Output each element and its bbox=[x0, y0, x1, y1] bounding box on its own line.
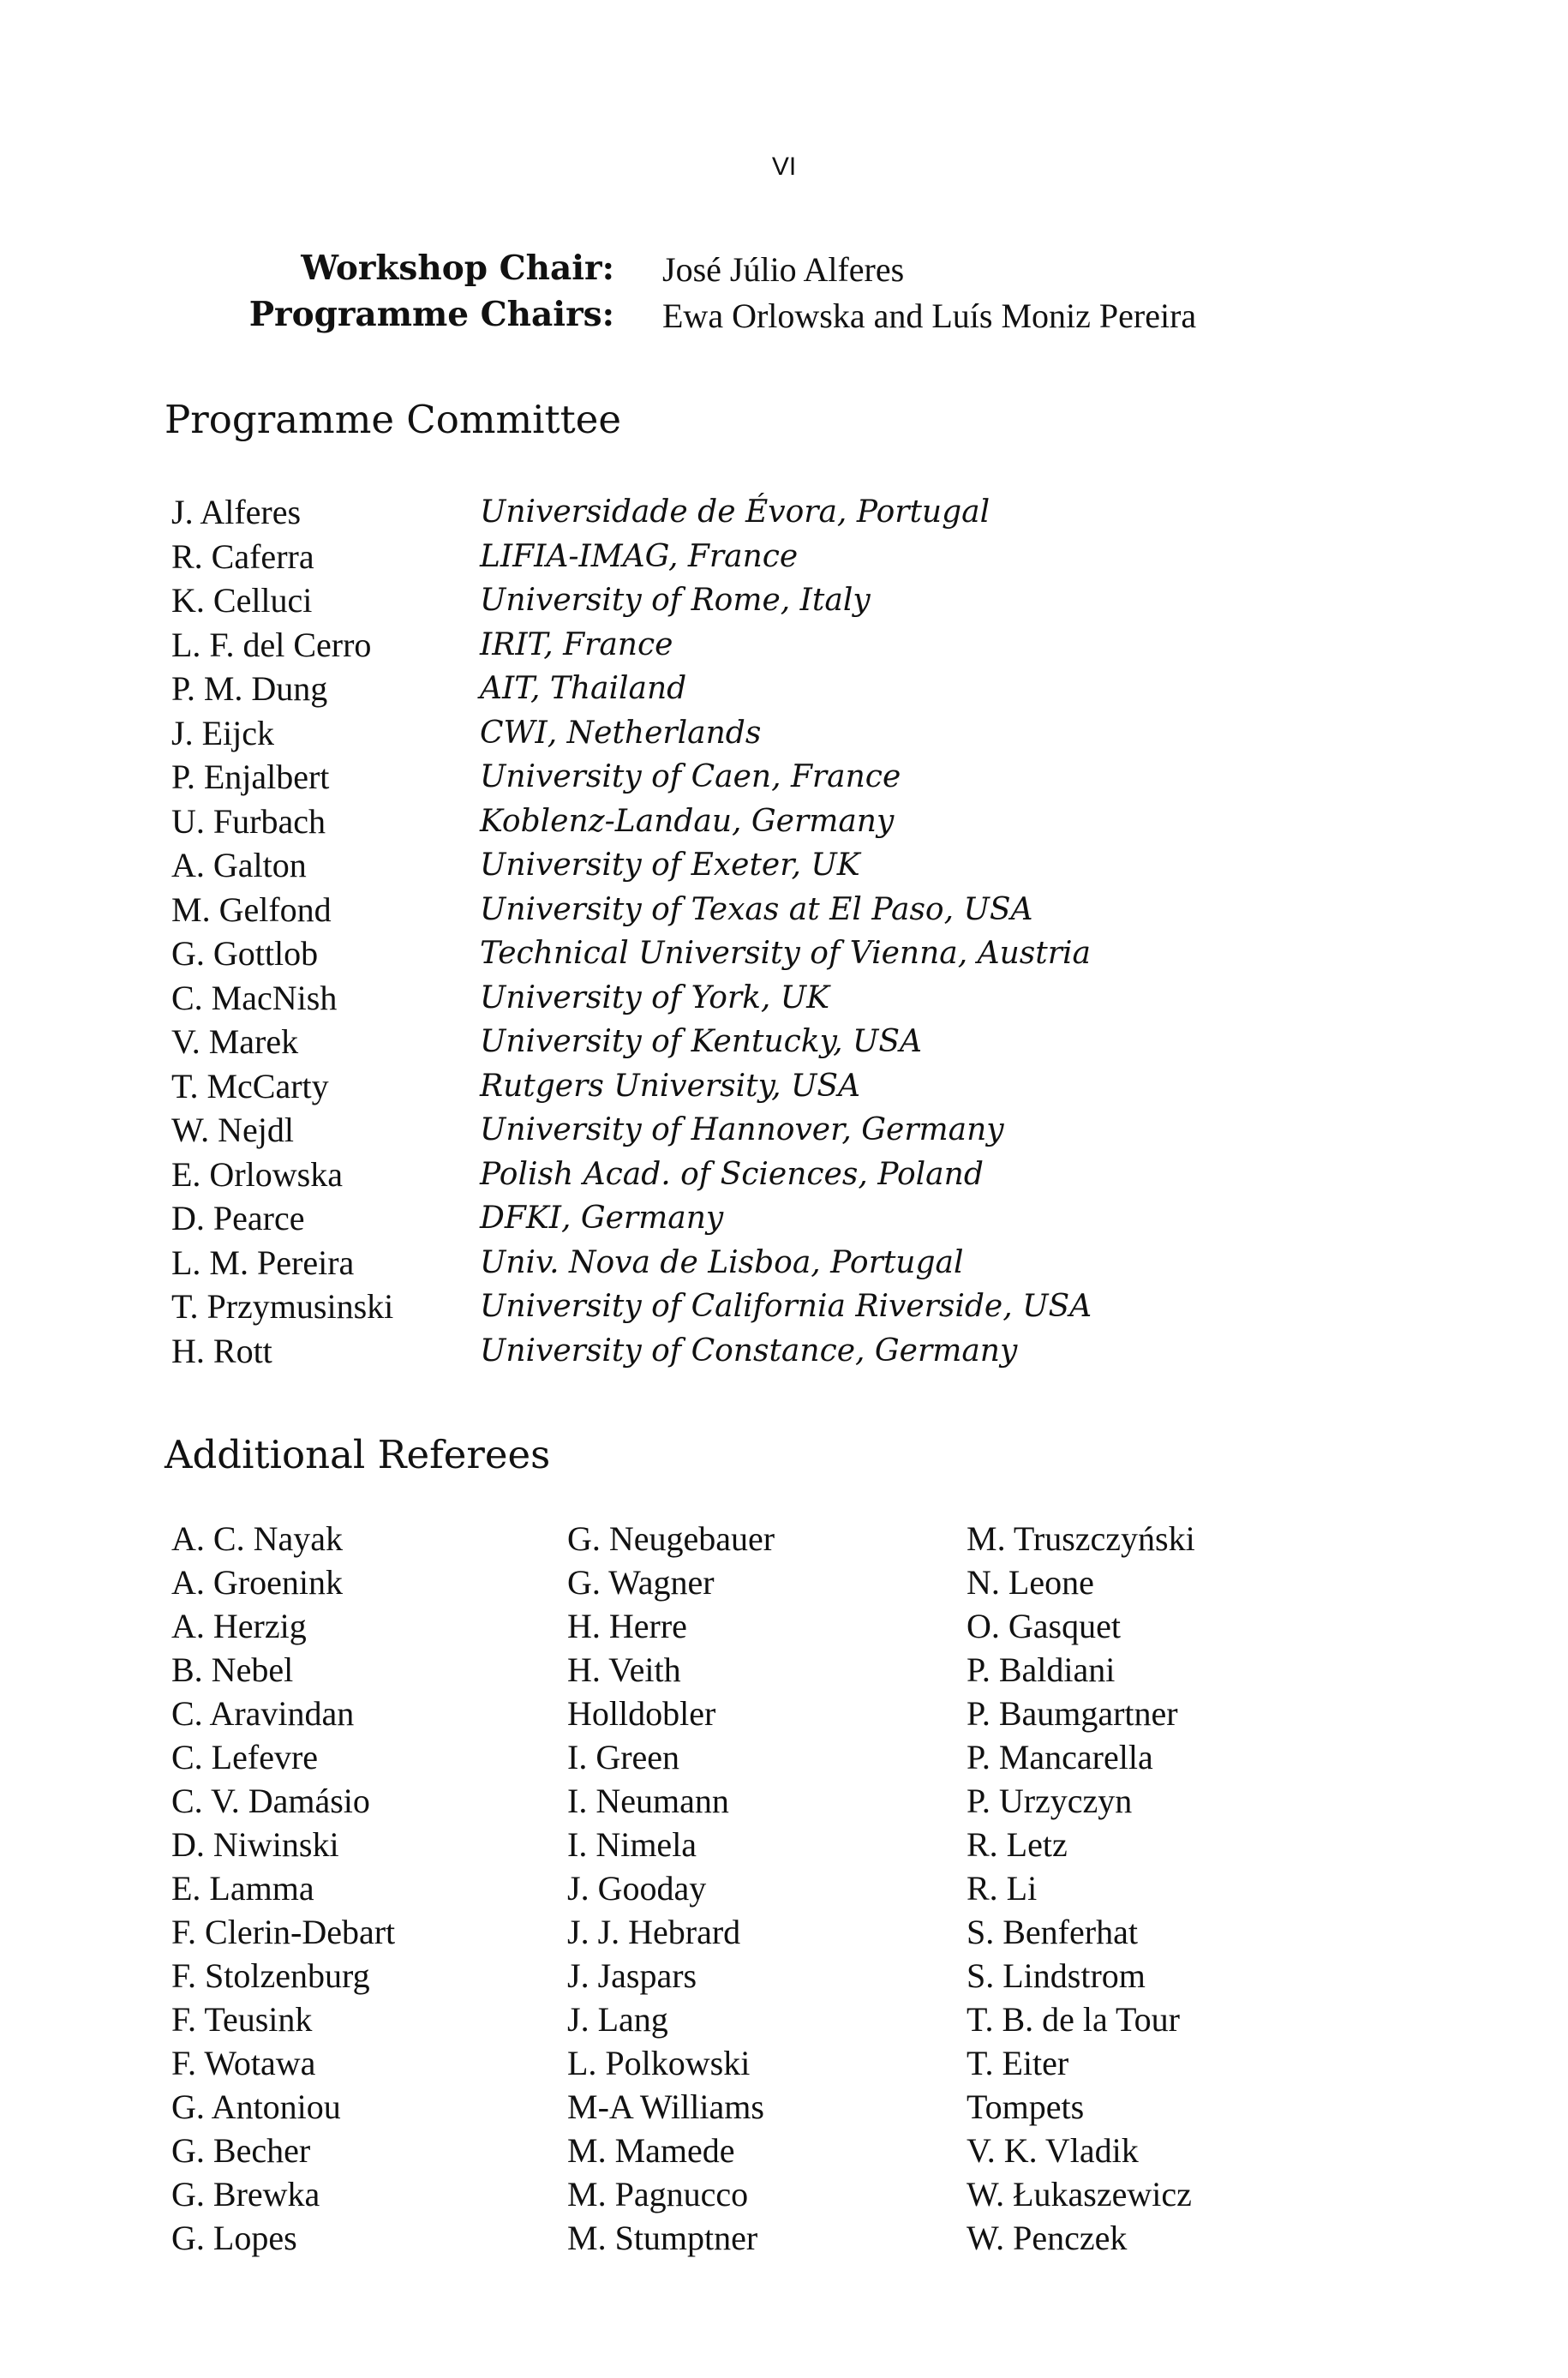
referee-name: V. K. Vladik bbox=[967, 2131, 1139, 2170]
referee-name: C. V. Damásio bbox=[171, 1782, 370, 1820]
committee-member-name: J. Alferes bbox=[171, 493, 302, 531]
referee-name: H. Herre bbox=[567, 1607, 687, 1645]
referee-name: Tompets bbox=[967, 2087, 1085, 2126]
referee-name: G. Wagner bbox=[567, 1563, 715, 1602]
page-number: VI bbox=[771, 153, 797, 181]
programme-chairs-label: Programme Chairs: bbox=[248, 295, 614, 334]
referee-name: M. Truszczyński bbox=[967, 1519, 1195, 1558]
committee-member-name: M. Gelfond bbox=[171, 890, 332, 929]
committee-member-name: T. McCarty bbox=[171, 1066, 329, 1105]
committee-member-affiliation: Universidade de Évora, Portugal bbox=[480, 494, 990, 530]
committee-member-row bbox=[0, 1154, 1568, 1198]
workshop-chair-row bbox=[0, 249, 1568, 297]
committee-member-row bbox=[0, 757, 1568, 800]
referee-name: P. Baumgartner bbox=[967, 1694, 1178, 1733]
committee-member-affiliation: University of California Riverside, USA bbox=[480, 1289, 1092, 1324]
referee-name: F. Stolzenburg bbox=[171, 1956, 370, 1995]
committee-member-name: A. Galton bbox=[171, 846, 307, 884]
committee-member-name: C. MacNish bbox=[171, 978, 338, 1017]
committee-member-name: G. Gottlob bbox=[171, 934, 319, 973]
committee-member-affiliation: DFKI, Germany bbox=[480, 1201, 724, 1236]
committee-member-row bbox=[0, 1110, 1568, 1153]
referee-name: C. Aravindan bbox=[171, 1694, 355, 1733]
committee-member-affiliation: University of Texas at El Paso, USA bbox=[480, 891, 1033, 927]
committee-member-row bbox=[0, 1066, 1568, 1110]
committee-member-name: R. Caferra bbox=[171, 536, 314, 576]
referee-name: B. Nebel bbox=[171, 1650, 294, 1689]
referee-name: G. Brewka bbox=[171, 2175, 320, 2213]
referee-name: G. Neugebauer bbox=[567, 1519, 775, 1558]
referee-name: P. Mancarella bbox=[967, 1738, 1153, 1776]
referee-name: L. Polkowski bbox=[567, 2044, 751, 2082]
committee-member-row bbox=[0, 625, 1568, 668]
referee-name: M. Pagnucco bbox=[567, 2175, 749, 2213]
referee-name: A. Herzig bbox=[171, 1607, 307, 1645]
committee-member-row bbox=[0, 890, 1568, 933]
referee-name: W. Penczek bbox=[967, 2219, 1128, 2257]
committee-member-affiliation: University of York, UK bbox=[480, 979, 830, 1015]
committee-member-name: E. Orlowska bbox=[171, 1154, 343, 1194]
referee-name: I. Neumann bbox=[567, 1782, 729, 1820]
committee-member-affiliation: University of Hannover, Germany bbox=[480, 1112, 1004, 1147]
committee-member-name: V. Marek bbox=[171, 1022, 299, 1061]
committee-member-name: P. Enjalbert bbox=[171, 758, 330, 796]
committee-member-row bbox=[0, 845, 1568, 889]
committee-member-affiliation: AIT, Thailand bbox=[480, 671, 687, 706]
referee-name: G. Becher bbox=[171, 2131, 311, 2170]
committee-member-name: L. F. del Cerro bbox=[171, 625, 372, 664]
referee-name: N. Leone bbox=[967, 1563, 1094, 1602]
committee-member-name: K. Celluci bbox=[171, 581, 313, 620]
referee-name: R. Letz bbox=[967, 1825, 1068, 1864]
committee-member-affiliation: Technical University of Vienna, Austria bbox=[480, 936, 1091, 971]
committee-member-affiliation: IRIT, France bbox=[480, 626, 673, 662]
committee-member-affiliation: Polish Acad. of Sciences, Poland bbox=[480, 1156, 984, 1192]
referee-name: R. Li bbox=[967, 1869, 1038, 1908]
programme-chairs-row bbox=[0, 295, 1568, 343]
committee-member-row bbox=[0, 536, 1568, 580]
referee-name: F. Teusink bbox=[171, 2000, 313, 2039]
committee-member-affiliation: University of Constance, Germany bbox=[480, 1333, 1018, 1369]
committee-member-row bbox=[0, 1331, 1568, 1375]
committee-member-row bbox=[0, 668, 1568, 712]
referee-name: Holldobler bbox=[567, 1694, 716, 1733]
referee-name: M-A Williams bbox=[567, 2087, 764, 2126]
committee-member-row bbox=[0, 492, 1568, 536]
programme-committee-title: Programme Committee bbox=[165, 397, 621, 442]
referee-name: I. Green bbox=[567, 1738, 680, 1776]
committee-member-affiliation: University of Caen, France bbox=[480, 759, 901, 794]
committee-member-row bbox=[0, 1243, 1568, 1286]
referee-name: F. Wotawa bbox=[171, 2044, 316, 2082]
committee-member-affiliation: University of Exeter, UK bbox=[480, 848, 860, 883]
committee-member-affiliation: LIFIA-IMAG, France bbox=[480, 538, 799, 574]
referee-name: M. Mamede bbox=[567, 2131, 735, 2170]
committee-member-name: W. Nejdl bbox=[171, 1111, 294, 1149]
referee-name: A. C. Nayak bbox=[171, 1519, 343, 1558]
workshop-chair-label: Workshop Chair: bbox=[301, 249, 614, 288]
committee-member-affiliation: CWI, Netherlands bbox=[480, 715, 762, 751]
referee-name: P. Urzyczyn bbox=[967, 1782, 1133, 1820]
referee-name: J. Jaspars bbox=[567, 1956, 697, 1995]
committee-member-name: D. Pearce bbox=[171, 1199, 305, 1237]
referee-name: T. Eiter bbox=[967, 2044, 1069, 2082]
workshop-chair-value: José Júlio Alferes bbox=[662, 250, 905, 289]
additional-referees-title: Additional Referees bbox=[165, 1432, 551, 1477]
committee-member-row bbox=[0, 580, 1568, 624]
referee-name: E. Lamma bbox=[171, 1869, 314, 1908]
referee-name: S. Lindstrom bbox=[967, 1956, 1146, 1995]
referee-name: C. Lefevre bbox=[171, 1738, 319, 1776]
committee-member-row bbox=[0, 978, 1568, 1021]
referee-name: F. Clerin-Debart bbox=[171, 1913, 396, 1951]
referee-name: J. J. Hebrard bbox=[567, 1913, 741, 1951]
committee-member-row bbox=[0, 1198, 1568, 1242]
committee-member-affiliation: Rutgers University, USA bbox=[480, 1068, 861, 1104]
committee-member-name: J. Eijck bbox=[171, 713, 274, 752]
committee-member-row bbox=[0, 1021, 1568, 1065]
referee-name: I. Nimela bbox=[567, 1825, 697, 1864]
committee-member-affiliation: Univ. Nova de Lisboa, Portugal bbox=[480, 1244, 964, 1280]
referee-name: J. Gooday bbox=[567, 1869, 707, 1908]
referee-name: G. Lopes bbox=[171, 2219, 297, 2257]
committee-member-name: P. M. Dung bbox=[171, 669, 328, 708]
committee-member-row bbox=[0, 933, 1568, 977]
committee-member-affiliation: University of Rome, Italy bbox=[480, 583, 871, 618]
committee-member-row bbox=[0, 1286, 1568, 1330]
referee-name: H. Veith bbox=[567, 1650, 681, 1689]
referee-name: T. B. de la Tour bbox=[967, 2000, 1181, 2039]
referee-name: M. Stumptner bbox=[567, 2219, 758, 2257]
committee-member-name: H. Rott bbox=[171, 1331, 272, 1370]
committee-member-row bbox=[0, 801, 1568, 845]
referee-name: O. Gasquet bbox=[967, 1607, 1121, 1645]
committee-member-affiliation: University of Kentucky, USA bbox=[480, 1024, 923, 1059]
committee-member-name: L. M. Pereira bbox=[171, 1243, 355, 1282]
programme-chairs-value: Ewa Orlowska and Luís Moniz Pereira bbox=[662, 297, 1197, 335]
committee-member-name: U. Furbach bbox=[171, 801, 326, 841]
referee-name: P. Baldiani bbox=[967, 1650, 1116, 1689]
referee-name: S. Benferhat bbox=[967, 1913, 1138, 1951]
committee-member-affiliation: Koblenz-Landau, Germany bbox=[480, 803, 895, 839]
referee-name: D. Niwinski bbox=[171, 1825, 339, 1864]
committee-member-row bbox=[0, 713, 1568, 757]
committee-member-name: T. Przymusinski bbox=[171, 1287, 394, 1326]
referee-name: J. Lang bbox=[567, 2000, 668, 2039]
referee-name: G. Antoniou bbox=[171, 2087, 341, 2126]
referee-name: A. Groenink bbox=[171, 1563, 343, 1602]
referee-name: W. Łukaszewicz bbox=[967, 2175, 1192, 2213]
